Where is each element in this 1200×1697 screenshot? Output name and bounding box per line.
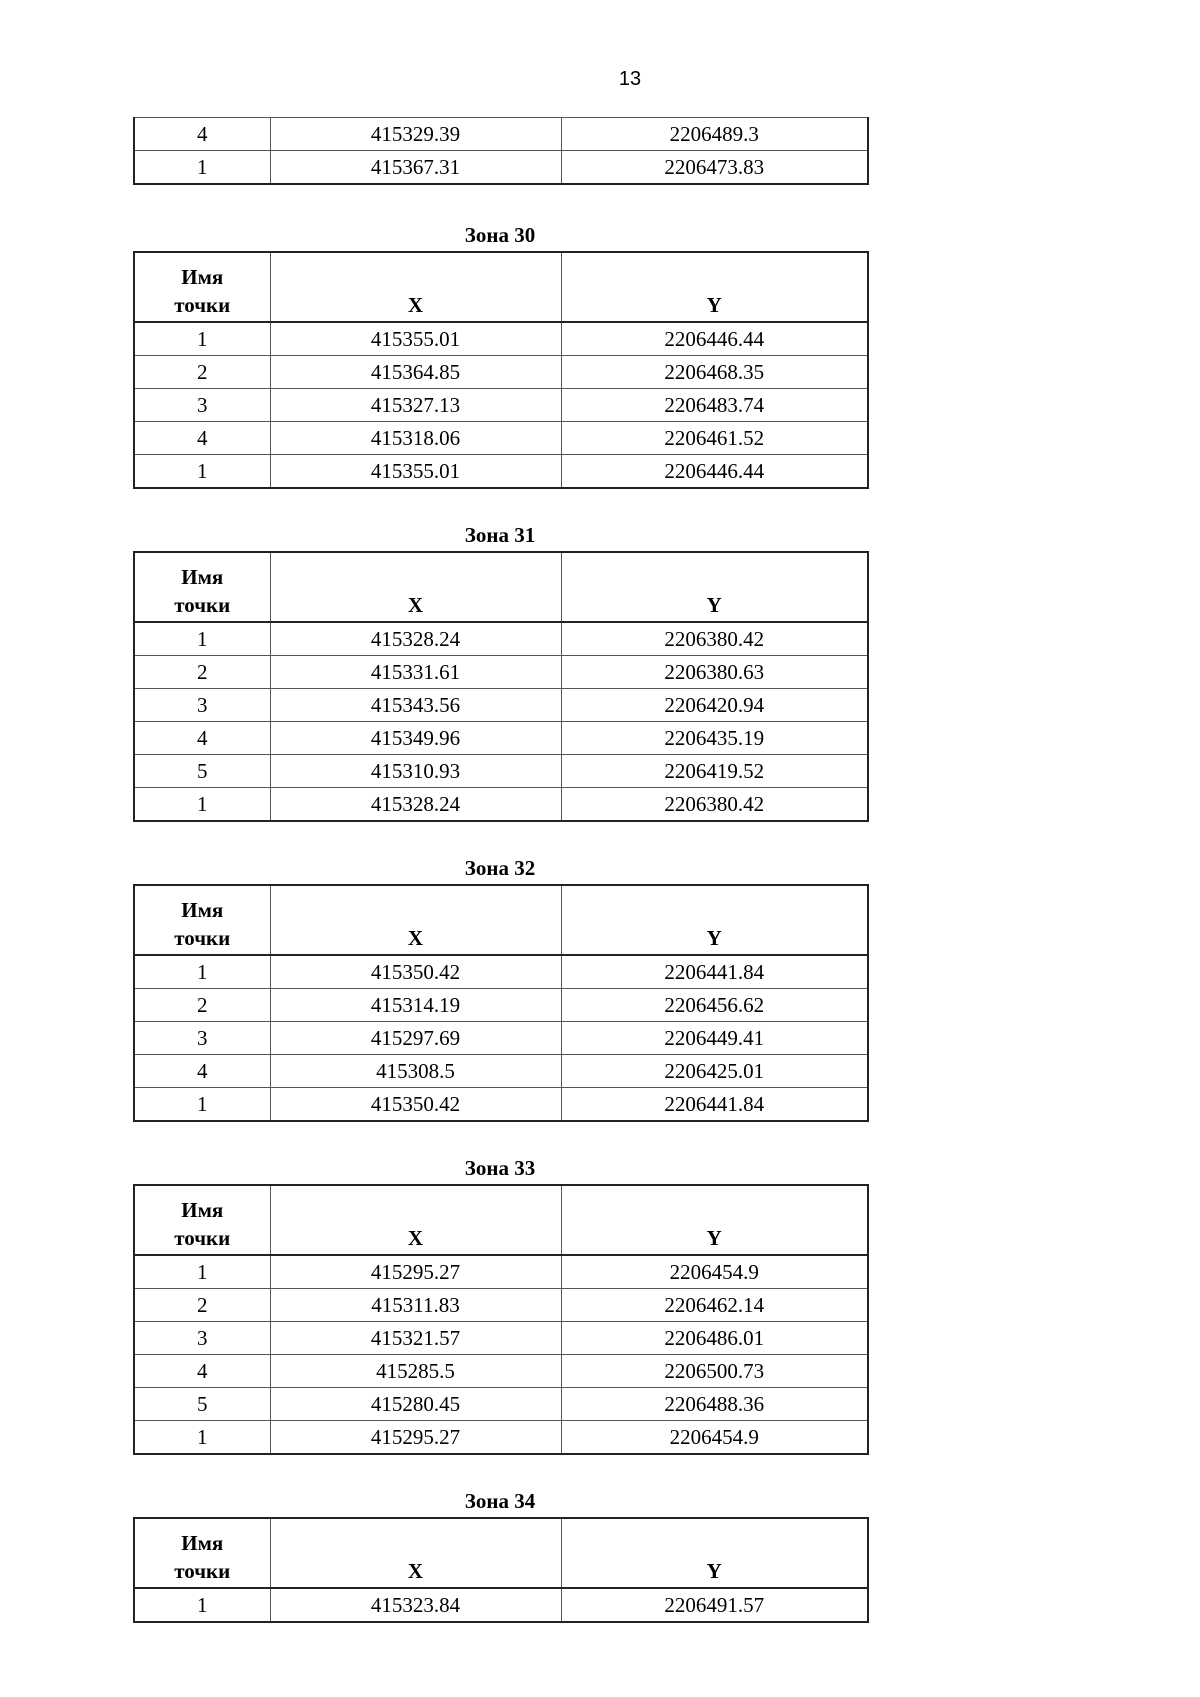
y-cell: 2206446.44 (561, 322, 868, 356)
y-cell: 2206473.83 (561, 151, 868, 185)
y-cell: 2206489.3 (561, 118, 868, 151)
point-name-cell: 5 (134, 1388, 270, 1421)
y-cell: 2206486.01 (561, 1322, 868, 1355)
table-row (134, 118, 868, 151)
y-cell: 2206483.74 (561, 389, 868, 422)
point-name-cell: 1 (134, 1588, 270, 1622)
point-name-cell: 1 (134, 1255, 270, 1289)
zone-title: Зона 34 (464, 1489, 536, 1513)
x-cell: 415350.42 (270, 955, 561, 989)
point-name-cell: 4 (134, 1355, 270, 1388)
y-cell: 2206468.35 (561, 356, 868, 389)
table-row (134, 455, 868, 489)
table-row (134, 322, 868, 356)
table-row (134, 755, 868, 788)
x-cell: 415327.13 (270, 389, 561, 422)
x-cell: 415328.24 (270, 788, 561, 822)
column-header-point-name: Имя точки (134, 252, 270, 322)
table-row (134, 1088, 868, 1122)
x-cell: 415349.96 (270, 722, 561, 755)
table-row (134, 622, 868, 656)
point-name-cell: 1 (134, 1088, 270, 1122)
x-cell: 415343.56 (270, 689, 561, 722)
x-cell: 415280.45 (270, 1388, 561, 1421)
table-row (134, 1055, 868, 1088)
x-cell: 415311.83 (270, 1289, 561, 1322)
point-name-cell: 1 (134, 322, 270, 356)
x-cell: 415350.42 (270, 1088, 561, 1122)
y-cell: 2206461.52 (561, 422, 868, 455)
x-cell: 415328.24 (270, 622, 561, 656)
column-header-x: X (270, 1518, 561, 1588)
table-row (134, 1289, 868, 1322)
y-cell: 2206419.52 (561, 755, 868, 788)
table-row (134, 1588, 868, 1622)
column-header-y: Y (561, 252, 868, 322)
column-header-y: Y (561, 552, 868, 622)
table-row (134, 1421, 868, 1455)
point-name-cell: 2 (134, 1289, 270, 1322)
table-row (134, 1022, 868, 1055)
table-row (134, 656, 868, 689)
y-cell: 2206491.57 (561, 1588, 868, 1622)
table-header-row (134, 1185, 868, 1255)
table-row (134, 422, 868, 455)
y-cell: 2206446.44 (561, 455, 868, 489)
table-row (134, 1322, 868, 1355)
table-row (134, 989, 868, 1022)
point-name-cell: 1 (134, 955, 270, 989)
y-cell: 2206380.42 (561, 788, 868, 822)
point-name-cell: 1 (134, 622, 270, 656)
y-cell: 2206380.42 (561, 622, 868, 656)
x-cell: 415295.27 (270, 1421, 561, 1455)
point-name-cell: 4 (134, 118, 270, 151)
column-header-y: Y (561, 1185, 868, 1255)
table-row (134, 955, 868, 989)
point-name-cell: 1 (134, 455, 270, 489)
table-header-row (134, 252, 868, 322)
table-row (134, 788, 868, 822)
column-header-x: X (270, 252, 561, 322)
zone-33-table (133, 1184, 869, 1455)
page-number: 13 (618, 68, 642, 90)
zone-30-table (133, 251, 869, 489)
column-header-x: X (270, 1185, 561, 1255)
y-cell: 2206454.9 (561, 1421, 868, 1455)
table-row (134, 151, 868, 185)
y-cell: 2206456.62 (561, 989, 868, 1022)
x-cell: 415355.01 (270, 322, 561, 356)
x-cell: 415364.85 (270, 356, 561, 389)
point-name-cell: 3 (134, 389, 270, 422)
point-name-cell: 3 (134, 1322, 270, 1355)
y-cell: 2206425.01 (561, 1055, 868, 1088)
column-header-point-name: Имя точки (134, 552, 270, 622)
x-cell: 415285.5 (270, 1355, 561, 1388)
point-name-cell: 5 (134, 755, 270, 788)
point-name-cell: 2 (134, 356, 270, 389)
zone-title: Зона 31 (464, 523, 536, 547)
x-cell: 415329.39 (270, 118, 561, 151)
y-cell: 2206462.14 (561, 1289, 868, 1322)
column-header-x: X (270, 552, 561, 622)
point-name-cell: 4 (134, 722, 270, 755)
y-cell: 2206420.94 (561, 689, 868, 722)
column-header-point-name: Имя точки (134, 1518, 270, 1588)
column-header-point-name: Имя точки (134, 1185, 270, 1255)
column-header-point-name: Имя точки (134, 885, 270, 955)
y-cell: 2206454.9 (561, 1255, 868, 1289)
point-name-cell: 4 (134, 1055, 270, 1088)
x-cell: 415323.84 (270, 1588, 561, 1622)
y-cell: 2206435.19 (561, 722, 868, 755)
y-cell: 2206488.36 (561, 1388, 868, 1421)
column-header-x: X (270, 885, 561, 955)
x-cell: 415295.27 (270, 1255, 561, 1289)
x-cell: 415310.93 (270, 755, 561, 788)
x-cell: 415297.69 (270, 1022, 561, 1055)
table-header-row (134, 885, 868, 955)
column-header-y: Y (561, 885, 868, 955)
y-cell: 2206500.73 (561, 1355, 868, 1388)
x-cell: 415314.19 (270, 989, 561, 1022)
x-cell: 415355.01 (270, 455, 561, 489)
table-row (134, 389, 868, 422)
y-cell: 2206449.41 (561, 1022, 868, 1055)
zone-title: Зона 32 (464, 856, 536, 880)
table-row (134, 689, 868, 722)
column-header-y: Y (561, 1518, 868, 1588)
y-cell: 2206441.84 (561, 955, 868, 989)
y-cell: 2206380.63 (561, 656, 868, 689)
zone-title: Зона 30 (464, 223, 536, 247)
point-name-cell: 2 (134, 989, 270, 1022)
point-name-cell: 4 (134, 422, 270, 455)
y-cell: 2206441.84 (561, 1088, 868, 1122)
x-cell: 415367.31 (270, 151, 561, 185)
x-cell: 415331.61 (270, 656, 561, 689)
zone-32-table (133, 884, 869, 1122)
point-name-cell: 3 (134, 1022, 270, 1055)
table-header-row (134, 552, 868, 622)
zone-34-table (133, 1517, 869, 1623)
point-name-cell: 1 (134, 1421, 270, 1455)
point-name-cell: 1 (134, 151, 270, 185)
point-name-cell: 2 (134, 656, 270, 689)
zone-title: Зона 33 (464, 1156, 536, 1180)
x-cell: 415321.57 (270, 1322, 561, 1355)
point-name-cell: 1 (134, 788, 270, 822)
table-row (134, 1255, 868, 1289)
table-header-row (134, 1518, 868, 1588)
table-row (134, 1388, 868, 1421)
table-row (134, 356, 868, 389)
point-name-cell: 3 (134, 689, 270, 722)
x-cell: 415318.06 (270, 422, 561, 455)
table-row (134, 722, 868, 755)
zone-31-table (133, 551, 869, 822)
zone-29-continuation-table (133, 117, 869, 185)
table-row (134, 1355, 868, 1388)
x-cell: 415308.5 (270, 1055, 561, 1088)
